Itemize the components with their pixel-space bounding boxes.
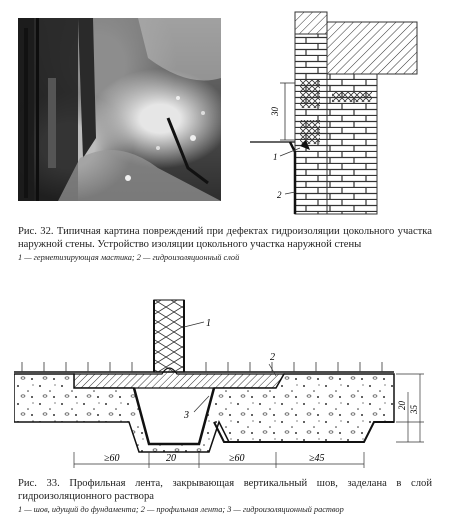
photo-detail-overlay [18, 18, 221, 201]
dim-45-label: ≥45 [309, 453, 325, 464]
fig33-callout-2: 2 [270, 352, 275, 363]
dim-v35-label: 35 [409, 405, 419, 414]
wall-section-drawing [240, 8, 440, 218]
fig32-legend: 1 — герметизирующая мастика; 2 — гидроизоляционный слой [18, 253, 240, 262]
fig32-caption-block [18, 226, 432, 264]
dim-30-label: 30 [270, 107, 280, 116]
dim-60b-label: ≥60 [229, 453, 245, 464]
damage-photo [18, 18, 221, 201]
fig33-callout-3: 3 [184, 410, 189, 421]
fig33-caption: Рис. 33. Профильная лента, закрывающая вертикальный шов, заделана в слой гидроизоляционного раствора [18, 478, 432, 502]
callout-2: 2 [277, 190, 282, 200]
dim-v20-label: 20 [397, 401, 407, 410]
fig33-caption-block [18, 478, 432, 516]
profile-tape-drawing [14, 292, 439, 474]
callout-1: 1 [273, 152, 278, 162]
dim-20-label: 20 [166, 453, 176, 464]
fig33-callout-1: 1 [206, 318, 211, 329]
dim-60a-label: ≥60 [104, 453, 120, 464]
fig33-legend: 1 — шов, идущий до фундамента; 2 — профильная лента; 3 — гидроизоляционный раствор [18, 505, 344, 514]
fig32-caption: Рис. 32. Типичная картина повреждений при дефектах гидроизоляции цокольного участка наружной стены. Устройство изоляции цокольного участка наружной стены [18, 226, 432, 250]
